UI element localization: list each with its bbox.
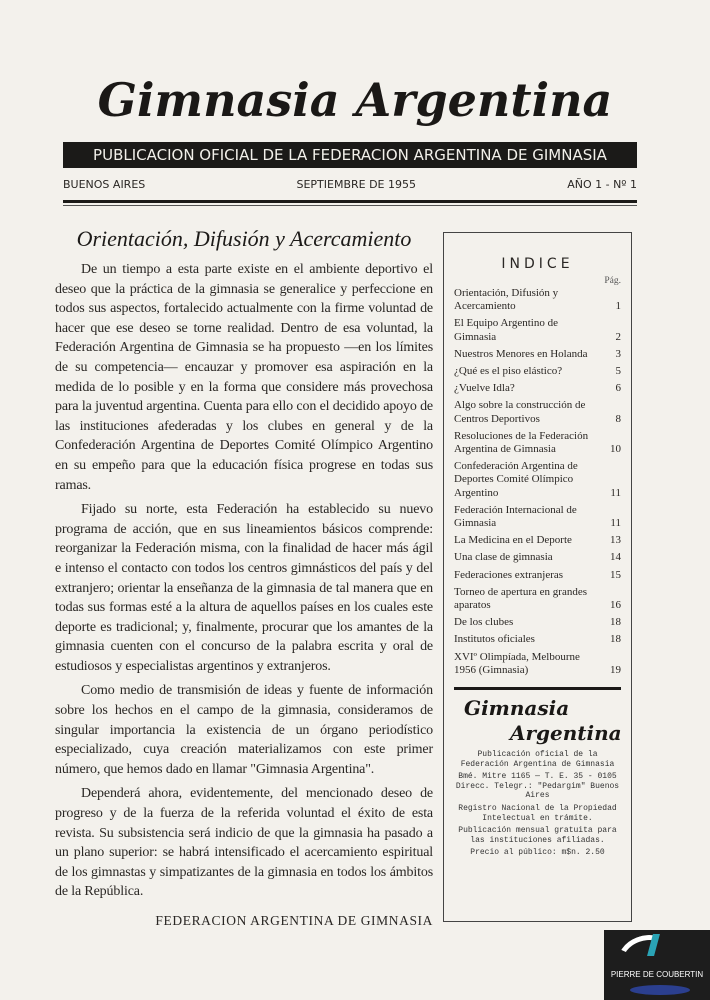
divider bbox=[454, 687, 621, 690]
index-entry-page: 13 bbox=[610, 534, 621, 547]
paragraph: Dependerá ahora, evidentemente, del mencionado deseo de progreso y de la fuerza de la referida voluntad el éxito de esta revista. Su subsistencia será indicio de que la gimnasia ha pasado a un plano superior: se habrá intensificado el acercamiento espiritual de los gimnastas y simpatizantes de la gimnasia en todos los ámbitos de la República. bbox=[55, 786, 433, 900]
index-entry bbox=[454, 430, 621, 456]
index-entry-title: De los clubes bbox=[454, 616, 514, 629]
index-entry-page: 3 bbox=[615, 347, 621, 360]
index-entry-page: 11 bbox=[610, 517, 621, 530]
index-entry bbox=[454, 586, 621, 612]
masthead-title: Gimnasia Argentina bbox=[97, 73, 613, 127]
index-entry-title: Algo sobre la construcción de Centros Deportivos bbox=[454, 399, 586, 425]
divider bbox=[63, 205, 637, 206]
issue-number: AÑO 1 - Nº 1 bbox=[567, 178, 637, 191]
index-entry-page: 16 bbox=[610, 599, 621, 612]
paragraph: De un tiempo a esta parte existe en el ambiente deportivo el deseo que la práctica de la gimnasia se generalice y perfeccione en todos sus aspectos, fortalecido actualmente con la firme voluntad de hacer que ese deseo se torne realidad. Dentro de esa voluntad, la Federación Argentina de Gimnasia se ha propuesto —en los límites de su competencia— encauzar y promover esa aspiración en la medida de lo posible y en la forma que considere más provechosa para la juventud argentina. Cuenta para ello con el decidido apoyo de las instituciones afederadas y los clubes en general y de la Confederación Argentina de Deportes Comité Olímpico Argentino en su empeño para que la educación física progrese en todas sus ramas. bbox=[55, 262, 433, 493]
paragraph: Fijado su norte, esta Federación ha establecido su nuevo programa de acción, que en sus lineamientos básicos comprende: reorganizar la Federación misma, con la finalidad de hacer más ágil e intenso el contacto con todos los centros gimnásticos del país y del extranjero; orientar la enseñanza de la gimnasia de tal manera que en todas sus formas esté a la altura de aquellos países en los cuales este deporte es tradicional; y, finalmente, procurar que los amantes de la gimnasia cuenten con el concurso de la palabra escrita y oral de estudiosos y especialistas argentinos y extranjeros. bbox=[55, 502, 433, 674]
watermark-text: PIERRE DE COUBERTIN bbox=[610, 970, 704, 979]
index-entry-page: 15 bbox=[610, 568, 621, 581]
index-entry-title: El Equipo Argentino de Gimnasia bbox=[454, 317, 558, 343]
index-entry-page: 6 bbox=[615, 382, 621, 395]
index-list bbox=[454, 287, 621, 681]
index-entry-page: 10 bbox=[610, 443, 621, 456]
index-entry bbox=[454, 287, 621, 313]
index-entry-title: La Medicina en el Deporte bbox=[454, 534, 572, 547]
index-entry-page: 18 bbox=[610, 633, 621, 646]
colophon-line: Publicación mensual gratuita para las instituciones afiliadas. bbox=[458, 826, 617, 845]
index-entry bbox=[454, 651, 621, 677]
masthead-subtitle: PUBLICACION OFICIAL DE LA FEDERACION ARGENTINA DE GIMNASIA bbox=[63, 142, 637, 168]
index-entry-title: ¿Vuelve Idla? bbox=[454, 382, 515, 395]
article-title: Orientación, Difusión y Acercamiento bbox=[76, 226, 412, 251]
index-entry bbox=[454, 348, 621, 361]
index-entry bbox=[454, 460, 621, 500]
index-entry-title: Torneo de apertura en grandes aparatos bbox=[454, 585, 587, 612]
colophon bbox=[454, 750, 621, 861]
editorial-article bbox=[55, 224, 433, 930]
colophon-logo: Gimnasia bbox=[464, 696, 570, 721]
index-entry-title: Institutos oficiales bbox=[454, 633, 535, 646]
index-title: INDICE bbox=[501, 256, 574, 272]
index-entry bbox=[454, 551, 621, 564]
colophon-logo: Argentina bbox=[510, 721, 622, 746]
index-entry-page: 18 bbox=[610, 616, 621, 629]
index-entry-title: Nuestros Menores en Holanda bbox=[454, 347, 588, 360]
colophon-line: Bmé. Mitre 1165 — T. E. 35 - 0105 Direcc. Telegr.: "Pedargim" Buenos Aires bbox=[455, 772, 620, 801]
index-entry-title: Federación Internacional de Gimnasia bbox=[454, 503, 577, 530]
index-entry bbox=[454, 382, 621, 395]
index-entry-page: 5 bbox=[615, 365, 621, 378]
colophon-line: Registro Nacional de la Propiedad Intelectual en trámite. bbox=[458, 804, 617, 823]
watermark-logo bbox=[604, 930, 710, 1000]
index-entry bbox=[454, 317, 621, 343]
index-entry-title: Resoluciones de la Federación Argentina de Gimnasia bbox=[454, 429, 589, 456]
signature: FEDERACION ARGENTINA DE GIMNASIA bbox=[155, 913, 433, 928]
pedestal-icon bbox=[630, 985, 690, 995]
paragraph: Como medio de transmisión de ideas y fuente de información sobre los hechos en el campo de la gimnasia, consideramos de singular importancia la existencia de un órgano periodístico especializado, cuya creación materializamos con este primer número, que hemos dado en llamar "Gimnasia Argentina". bbox=[55, 683, 433, 777]
colophon-line: Publicación oficial de la Federación Argentina de Gimnasia bbox=[460, 750, 615, 769]
index-entry bbox=[454, 504, 621, 530]
page-label: Pág. bbox=[604, 276, 621, 286]
index-entry-page: 11 bbox=[610, 486, 621, 499]
index-entry-page: 2 bbox=[615, 330, 621, 343]
index-entry bbox=[454, 365, 621, 378]
index-entry bbox=[454, 616, 621, 629]
index-entry bbox=[454, 399, 621, 425]
index-entry-title: XVIº Olimpíada, Melbourne 1956 (Gimnasia) bbox=[454, 650, 580, 676]
index-entry-page: 19 bbox=[610, 663, 621, 676]
index-entry-page: 8 bbox=[615, 412, 621, 425]
issue-info bbox=[63, 178, 637, 191]
colophon-line: Precio al público: m$n. 2.50 bbox=[470, 848, 605, 858]
index-entry bbox=[454, 569, 621, 582]
index-box bbox=[443, 232, 632, 922]
index-entry-title: Orientación, Difusión y Acercamiento bbox=[454, 287, 559, 313]
issue-date: SEPTIEMBRE DE 1955 bbox=[296, 178, 416, 191]
index-entry-title: Confederación Argentina de Deportes Comité Olímpico Argentino bbox=[454, 460, 578, 499]
city: BUENOS AIRES bbox=[63, 178, 146, 191]
index-entry-page: 1 bbox=[615, 300, 621, 313]
index-entry-page: 14 bbox=[610, 551, 621, 564]
index-entry-title: Federaciones extranjeras bbox=[454, 568, 564, 581]
index-entry-title: ¿Qué es el piso elástico? bbox=[454, 365, 563, 378]
index-entry-title: Una clase de gimnasia bbox=[454, 551, 553, 564]
index-entry bbox=[454, 534, 621, 547]
divider bbox=[63, 200, 637, 203]
index-entry bbox=[454, 633, 621, 646]
